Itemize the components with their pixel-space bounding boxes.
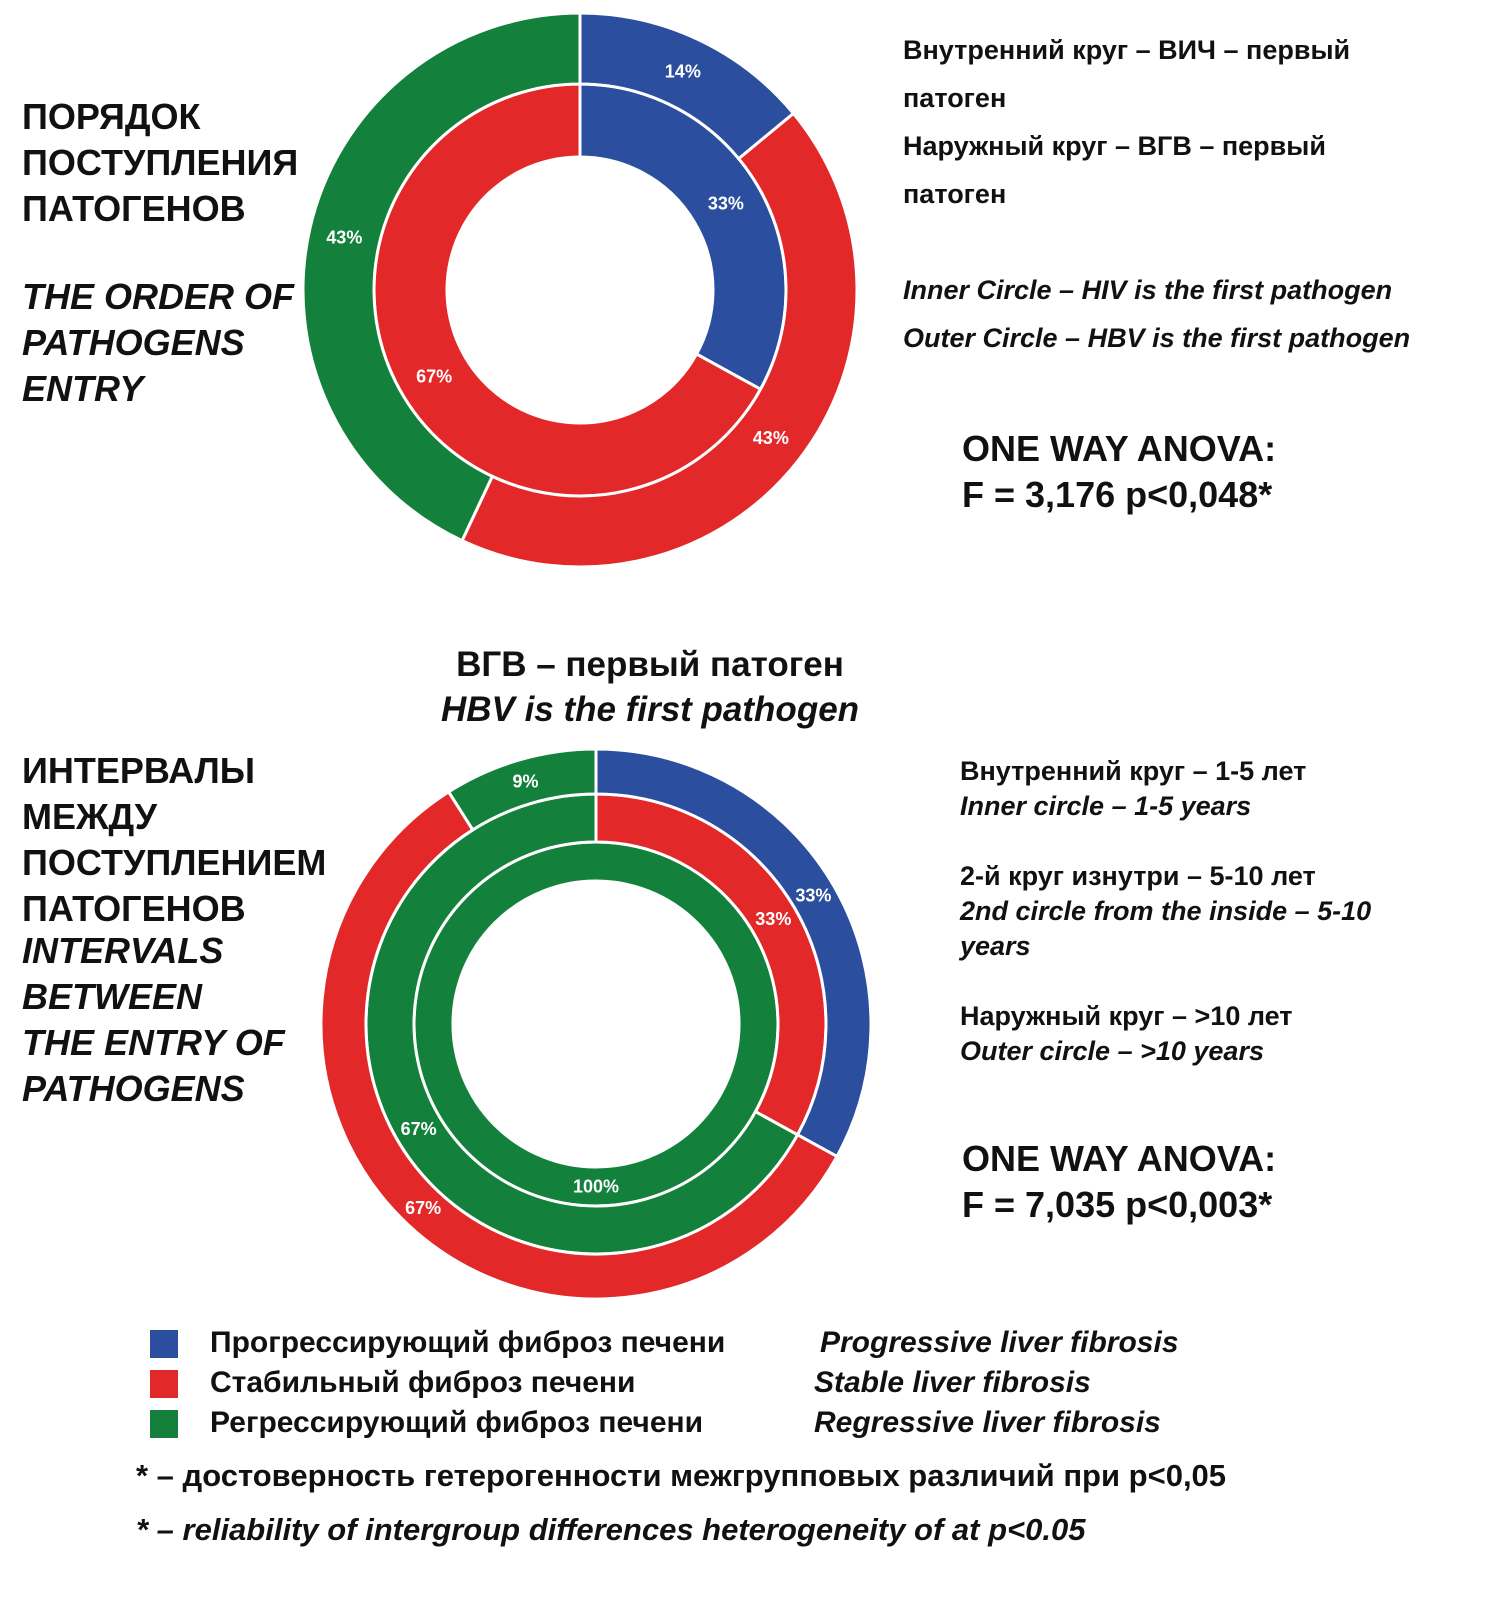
slice-regressive [414,842,778,1206]
note-line: Внутренний круг – ВИЧ – первый [903,35,1351,65]
note-line: патоген [903,179,1007,209]
title-line: МЕЖДУ [22,796,158,837]
chart-intervals [316,736,886,1316]
section1-notes-ru [903,26,1350,218]
legend-swatch-stable [150,1370,178,1398]
title-line: ПОСТУПЛЕНИЕМ [22,842,327,883]
footnote-en: * – reliability of intergroup differences heterogeneity of at p<0.05 [136,1512,1086,1547]
slice-label: 9% [512,771,539,792]
note-group-outer [960,999,1371,1069]
note-line: Inner Circle – HIV is the first pathogen [903,275,1393,305]
legend-label-ru: Прогрессирующий фиброз печени [210,1326,726,1359]
title-line: ПОРЯДОК [22,96,201,137]
title-line: ПОСТУПЛЕНИЯ [22,142,299,183]
anova-stat: F = 3,176 p<0,048* [962,474,1273,515]
title-line: PATHOGENS [22,322,245,363]
title-line: THE ORDER OF [22,276,295,317]
slice-label: 43% [326,227,363,248]
chart-order-of-entry [298,0,868,580]
note-line: патоген [903,83,1007,113]
title-line: INTERVALS [22,930,224,971]
note-en: 2nd circle from the inside – 5-10 [960,896,1372,926]
note-ru: Внутренний круг – 1-5 лет [960,756,1307,786]
note-group-second [960,859,1371,964]
section2-heading [400,642,900,732]
section1-title-ru [22,94,298,232]
note-ru: Наружный круг – >10 лет [960,1001,1293,1031]
footnote-ru: * – достоверность гетерогенности межгрупповых различий при p<0,05 [136,1458,1227,1493]
heading-en: HBV is the first pathogen [440,690,860,729]
legend-label-en: Regressive liver fibrosis [814,1406,1161,1439]
note-en: Inner circle – 1-5 years [960,791,1252,821]
legend-label-ru: Регрессирующий фиброз печени [210,1406,704,1439]
slice-label: 14% [664,61,701,82]
note-line: Наружный круг – ВГВ – первый [903,131,1326,161]
section1-notes-en [903,266,1410,362]
slice-label: 43% [752,428,789,449]
slice-label: 33% [755,909,792,930]
title-line: BETWEEN [22,976,202,1017]
section2-anova [962,1136,1276,1228]
title-line: ПАТОГЕНОВ [22,888,246,929]
note-en: years [960,931,1031,961]
slice-label: 33% [795,885,832,906]
slice-label: 67% [400,1118,437,1139]
section2-notes [960,754,1371,1069]
note-en: Outer circle – >10 years [960,1036,1264,1066]
title-line: ПАТОГЕНОВ [22,188,246,229]
slice-label: 67% [405,1198,442,1219]
legend-swatch-progressive [150,1330,178,1358]
anova-title: ONE WAY ANOVA: [962,428,1277,469]
title-line: ИНТЕРВАЛЫ [22,750,256,791]
section2-title-en [22,928,285,1112]
section1-title-en [22,274,294,412]
section1-anova [962,426,1276,518]
legend-label-en: Stable liver fibrosis [814,1366,1091,1399]
heading-ru: ВГВ – первый патоген [456,645,844,684]
title-line: ENTRY [22,368,144,409]
section2-title-ru [22,748,326,932]
title-line: THE ENTRY OF [22,1022,285,1063]
slice-label: 33% [707,193,744,214]
legend-label-en: Progressive liver fibrosis [820,1326,1179,1359]
note-line: Outer Circle – HBV is the first pathogen [903,323,1411,353]
note-group-inner [960,754,1371,824]
note-ru: 2-й круг изнутри – 5-10 лет [960,861,1316,891]
slice-label: 100% [572,1176,620,1197]
legend-swatch-regressive [150,1410,178,1438]
title-line: PATHOGENS [22,1068,245,1109]
slice-label: 67% [416,366,453,387]
anova-title: ONE WAY ANOVA: [962,1138,1277,1179]
anova-stat: F = 7,035 p<0,003* [962,1184,1273,1225]
legend-label-ru: Стабильный фиброз печени [210,1366,636,1399]
